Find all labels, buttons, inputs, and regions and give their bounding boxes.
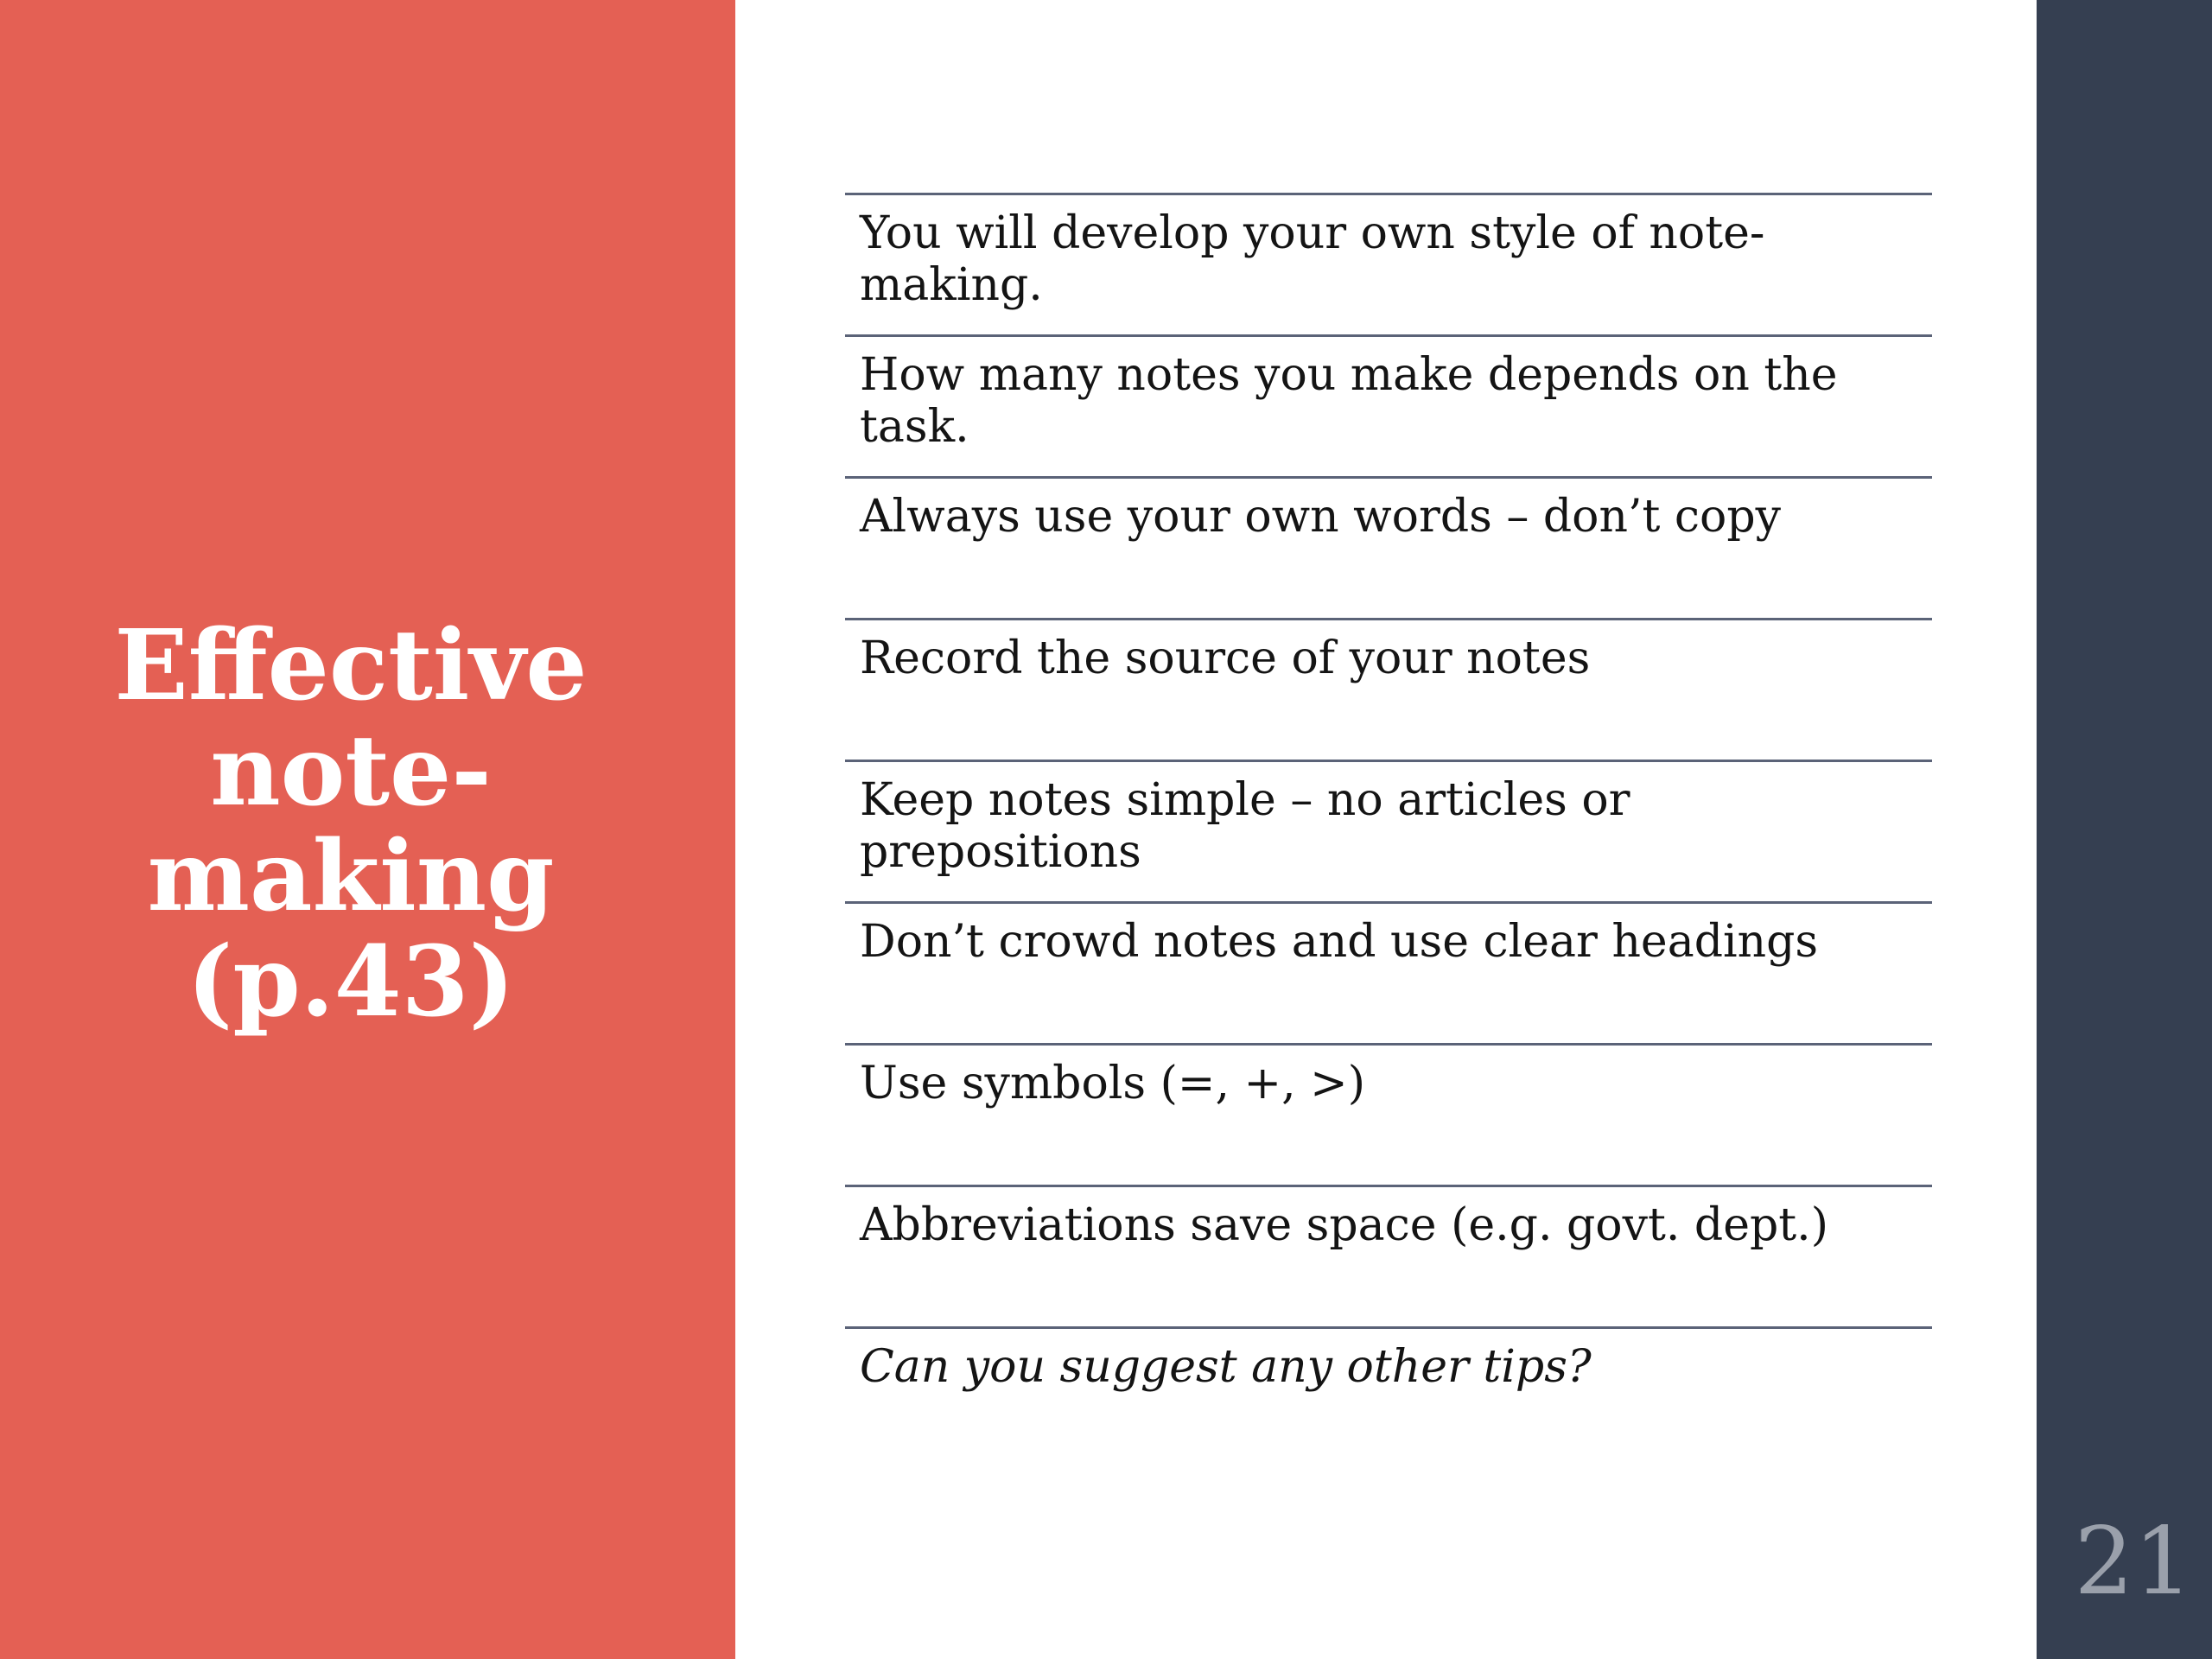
slide-number: 21: [2074, 1508, 2193, 1616]
tip-row-question: [845, 1326, 1932, 1468]
tip-row: [845, 1043, 1932, 1185]
tip-row: [845, 334, 1932, 476]
tip-text: How many notes you make depends on the task.: [860, 349, 1838, 453]
tip-text: Record the source of your notes: [860, 632, 1591, 684]
tip-question-text: Can you suggest any other tips?: [860, 1341, 1592, 1393]
tip-text: Don’t crowd notes and use clear headings: [860, 916, 1819, 968]
slide-title-line: making: [147, 820, 555, 933]
tip-row: [845, 193, 1932, 334]
slide-title-line: note-: [210, 715, 492, 828]
slide-number-panel: [2037, 0, 2212, 1659]
tip-row: [845, 1185, 1932, 1326]
tip-row: [845, 901, 1932, 1043]
tip-text: Use symbols (=, +, >): [860, 1058, 1366, 1109]
tip-row: [845, 760, 1932, 901]
tip-row: [845, 476, 1932, 618]
tips-list: [845, 193, 1932, 1468]
slide-title-line: Effective: [114, 609, 588, 722]
title-panel: [0, 0, 735, 1659]
tip-text: You will develop your own style of note-making.: [860, 207, 1765, 311]
slide-title-line: (p.43): [187, 925, 515, 1039]
tip-text: Keep notes simple – no articles or prepositions: [860, 774, 1630, 878]
tip-row: [845, 618, 1932, 760]
slide-title: [0, 609, 702, 1039]
tip-text: Abbreviations save space (e.g. govt. dept.): [860, 1199, 1828, 1251]
tip-text: Always use your own words – don’t copy: [860, 491, 1781, 543]
